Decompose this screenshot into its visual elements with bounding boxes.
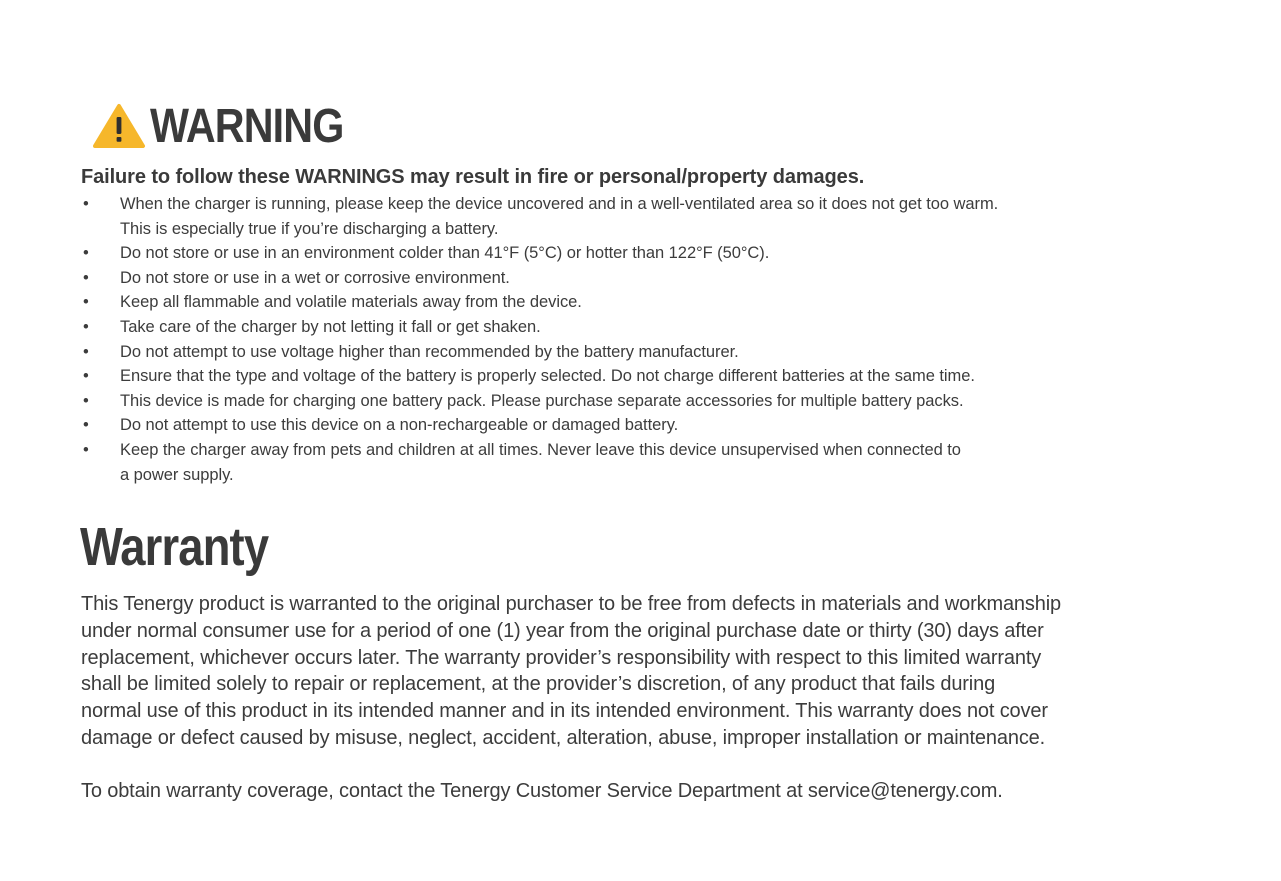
warning-item-text: Do not attempt to use voltage higher than recommended by the battery manufacturer. xyxy=(120,342,739,361)
bullet-icon: • xyxy=(83,416,89,435)
warning-item xyxy=(81,192,1231,241)
bullet-icon: • xyxy=(83,367,89,386)
warning-item xyxy=(81,389,1231,414)
bullet-icon: • xyxy=(83,195,89,213)
warning-lead-text: Failure to follow these WARNINGS may result in fire or personal/property damages. xyxy=(81,166,865,188)
warning-item-text: This device is made for charging one battery pack. Please purchase separate accessories for multiple battery packs. xyxy=(120,391,964,410)
warning-list xyxy=(81,192,1231,487)
warning-item-text: Take care of the charger by not letting it fall or get shaken. xyxy=(120,317,541,336)
warning-item-text: Do not attempt to use this device on a non-rechargeable or damaged battery. xyxy=(120,416,679,435)
bullet-icon: • xyxy=(83,391,89,410)
warning-item-text: Do not store or use in a wet or corrosive environment. xyxy=(120,268,510,287)
warranty-title: Warranty xyxy=(80,517,269,577)
bullet-icon: • xyxy=(83,317,89,336)
bullet-icon: • xyxy=(83,293,89,312)
warning-item-text: Do not store or use in an environment colder than 41°F (5°C) or hotter than 122°F (50°C). xyxy=(120,244,770,263)
warning-item xyxy=(81,413,1231,438)
warning-item xyxy=(81,438,1231,487)
bullet-icon: • xyxy=(83,268,89,287)
warning-item-text: When the charger is running, please keep the device uncovered and in a well-ventilated area so it does not get too warm. This is especially true if you’re discharging a battery. xyxy=(120,195,999,238)
warning-item-text: Keep all flammable and volatile materials away from the device. xyxy=(120,293,582,312)
warning-item xyxy=(81,340,1231,365)
warning-item-text: Keep the charger away from pets and children at all times. Never leave this device unsupervised when connected to a power supply. xyxy=(120,440,961,484)
bullet-icon: • xyxy=(83,342,89,361)
warning-item-text: Ensure that the type and voltage of the battery is properly selected. Do not charge different batteries at the same time. xyxy=(120,367,975,386)
warning-item xyxy=(81,364,1231,389)
warranty-body-text: This Tenergy product is warranted to the original purchaser to be free from defects in materials and workmanship under normal consumer use for a period of one (1) year from the original purchase date or thirty (30) days after replacement, whichever occurs later. The warranty provider’s responsibility with respect to this limited warranty shall be limited solely to repair or replacement, at the provider’s discretion, of any product that fails during normal use of this product in its intended manner and in its intended environment. This warranty does not cover damage or defect caused by misuse, neglect, accident, alteration, abuse, improper installation or maintenance. xyxy=(81,593,1061,749)
warning-item xyxy=(81,266,1231,291)
warning-item xyxy=(81,241,1231,266)
warranty-contact-text: To obtain warranty coverage, contact the Tenergy Customer Service Department at service@tenergy.com. xyxy=(81,780,1003,802)
warning-triangle-icon xyxy=(92,103,146,149)
warning-item xyxy=(81,315,1231,340)
warning-title: WARNING xyxy=(150,100,344,153)
warning-header xyxy=(92,96,375,156)
bullet-icon: • xyxy=(83,244,89,263)
bullet-icon: • xyxy=(83,440,89,459)
warning-item xyxy=(81,290,1231,315)
